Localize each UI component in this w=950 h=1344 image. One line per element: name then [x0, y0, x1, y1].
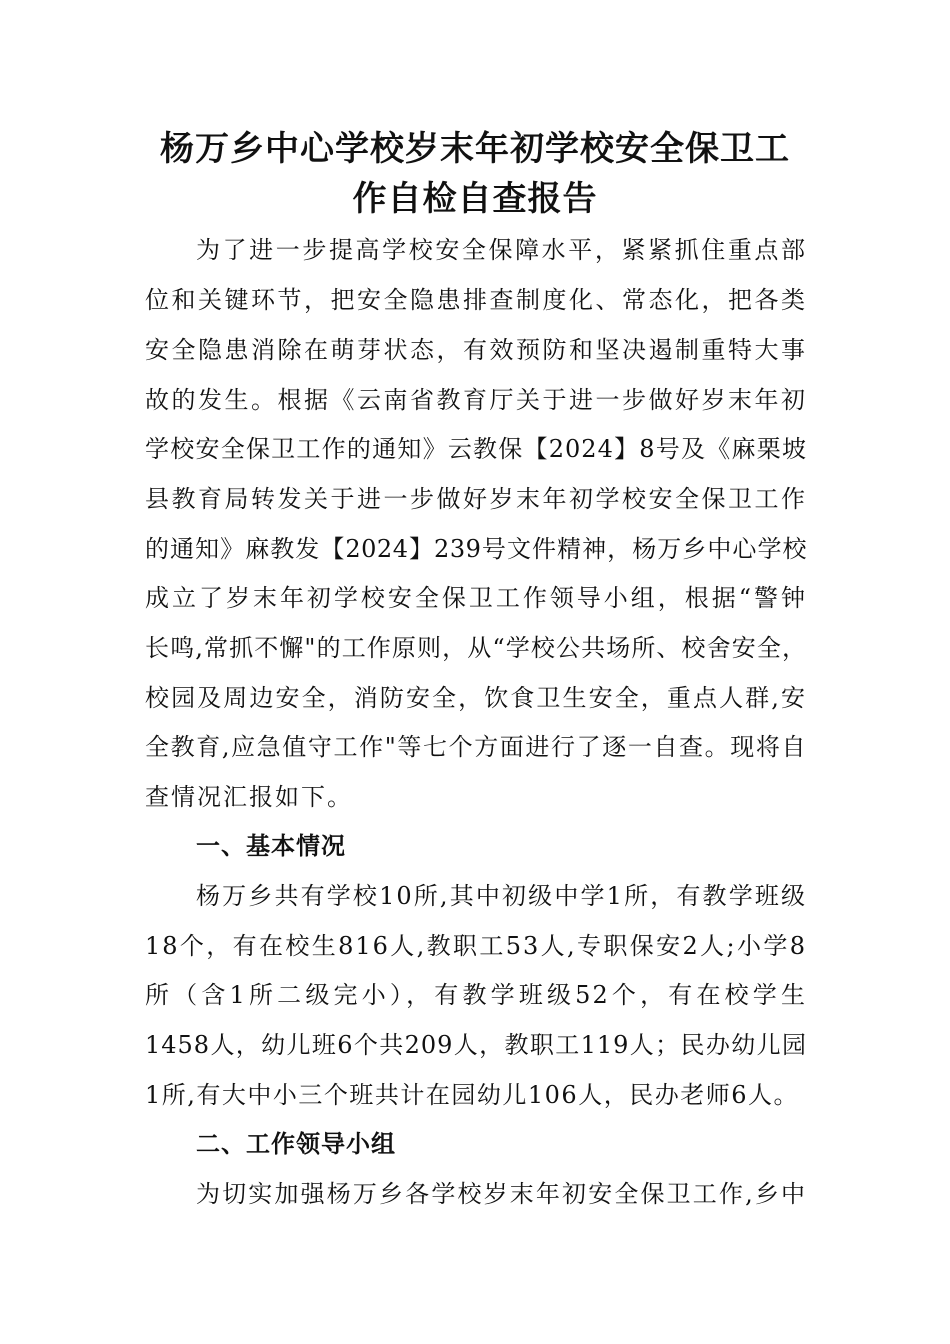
section-heading-leadership-group: 二、工作领导小组 — [196, 1129, 396, 1158]
intro-line: 县教育局转发关于进一步做好岁末年初学校安全保卫工作 — [145, 485, 807, 513]
section2-line: 为切实加强杨万乡各学校岁末年初安全保卫工作,乡中 — [196, 1180, 807, 1208]
document-title-line-1: 杨万乡中心学校岁末年初学校安全保卫工 — [160, 129, 790, 169]
intro-line: 校园及周边安全，消防安全，饮食卫生安全，重点人群,安 — [145, 684, 807, 712]
section1-line: 18个，有在校生816人,教职工53人,专职保安2人;小学8 — [145, 932, 807, 960]
intro-line: 查情况汇报如下。 — [145, 783, 353, 811]
section1-line: 1所,有大中小三个班共计在园幼儿106人，民办老师6人。 — [145, 1081, 799, 1109]
intro-line: 位和关键环节，把安全隐患排查制度化、常态化，把各类 — [145, 286, 807, 314]
intro-line: 安全隐患消除在萌芽状态，有效预防和坚决遏制重特大事 — [145, 336, 807, 364]
intro-line: 长鸣,常抓不懈"的工作原则，从“学校公共场所、校舍安全， — [145, 634, 807, 662]
intro-line: 的通知》麻教发【2024】239号文件精神，杨万乡中心学校 — [145, 535, 807, 563]
section1-line: 所（含1所二级完小），有教学班级52个，有在校学生 — [145, 981, 807, 1009]
intro-line: 全教育,应急值守工作"等七个方面进行了逐一自查。现将自 — [145, 733, 807, 761]
section-heading-basic-info: 一、基本情况 — [196, 831, 346, 860]
intro-line: 为了进一步提高学校安全保障水平，紧紧抓住重点部 — [196, 236, 807, 264]
section1-line: 杨万乡共有学校10所,其中初级中学1所，有教学班级 — [196, 882, 807, 910]
intro-line: 故的发生。根据《云南省教育厅关于进一步做好岁末年初 — [145, 386, 807, 414]
intro-line: 成立了岁末年初学校安全保卫工作领导小组，根据“警钟 — [145, 584, 807, 612]
intro-line: 学校安全保卫工作的通知》云教保【2024】8号及《麻栗坡 — [145, 435, 807, 463]
document-title-line-2: 作自检自查报告 — [352, 179, 598, 219]
section1-line: 1458人，幼儿班6个共209人，教职工119人；民办幼儿园 — [145, 1031, 807, 1059]
